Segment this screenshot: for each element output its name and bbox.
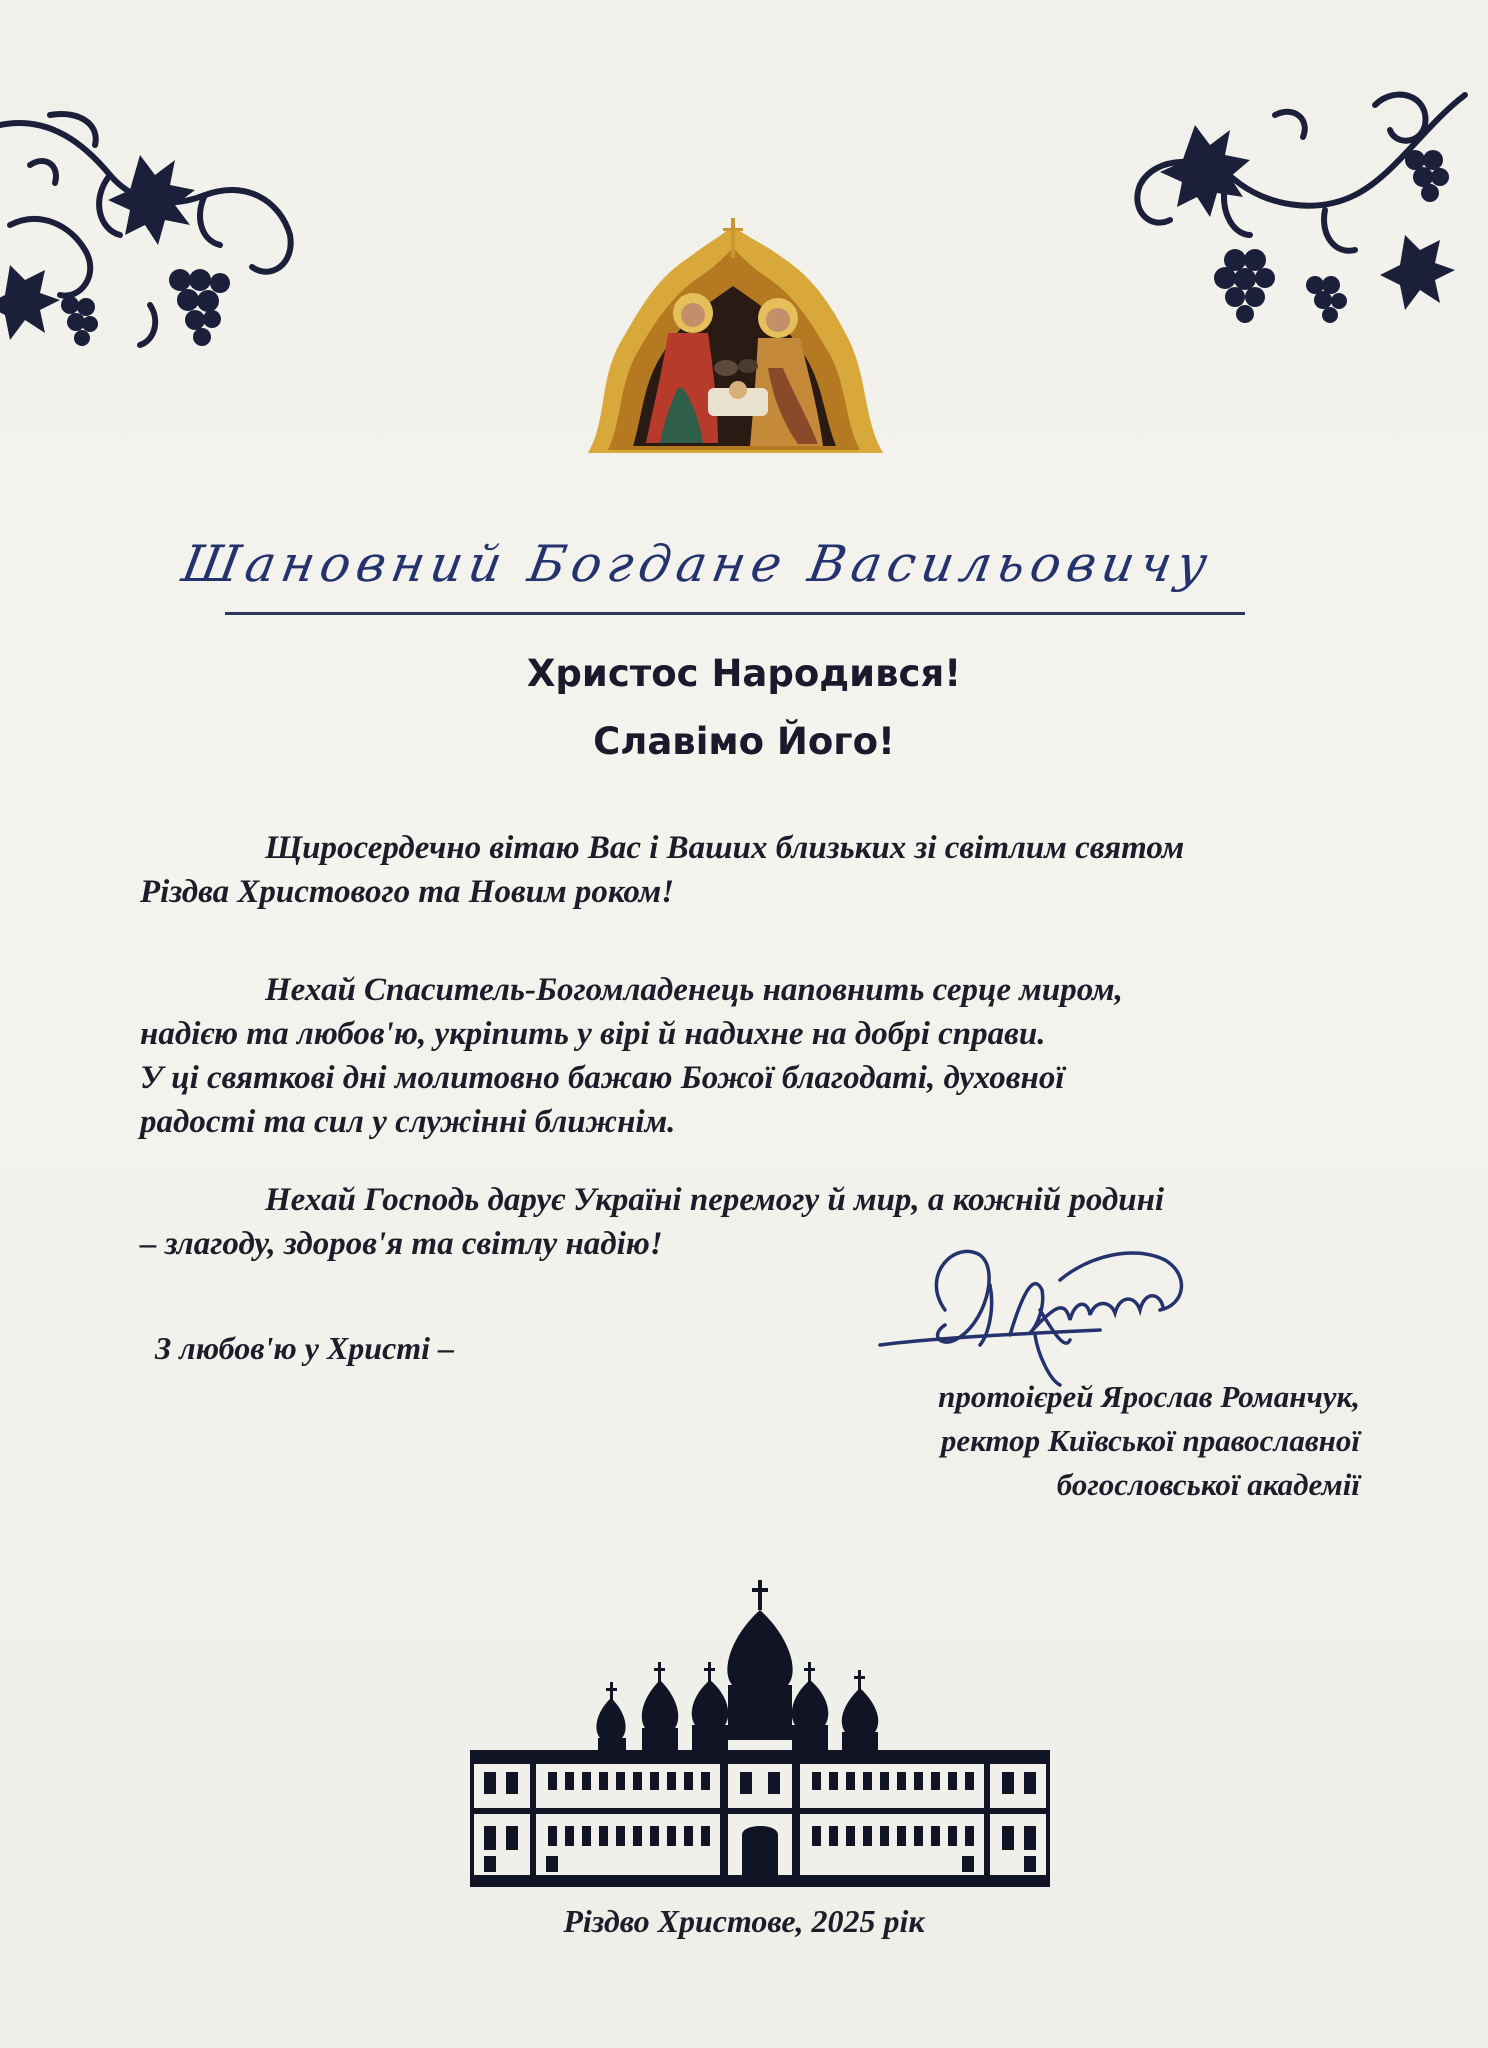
handwritten-salutation: Шановний Богдане Васильовичу (177, 535, 1218, 593)
paragraph-2-line-3: У ці святкові дні молитовно бажаю Божої благодаті, духовної (140, 1060, 1065, 1096)
paragraph-1-line-1: Щиросердечно вітаю Вас і Ваших близьких зі світлим святом (265, 830, 1185, 866)
paragraph-1-line-2: Різдва Христового та Новим роком! (140, 874, 675, 910)
paragraph-3-line-2: – злагоду, здоров'я та світлу надію! (140, 1226, 663, 1262)
paragraph-2-line-2: надією та любов'ю, укріпить у вірі й надихне на добрі справи. (140, 1016, 1046, 1052)
signatory-title: протоієрей Ярослав Романчук, (938, 1379, 1360, 1414)
signatory-position: ректор Київської православної (940, 1423, 1360, 1458)
greeting-line-2: Славімо Його! (593, 720, 895, 763)
paragraph-2-line-1: Нехай Спаситель-Богомладенець наповнить серце миром, (265, 972, 1123, 1008)
salutation-underline (225, 612, 1245, 615)
signatory-block (800, 1375, 1360, 1507)
paragraph-1 (140, 826, 1360, 914)
signatory-institution: богословської академії (1056, 1467, 1360, 1502)
grapevine-right-icon (1125, 85, 1475, 345)
nativity-icon (568, 218, 898, 458)
closing-phrase: З любов'ю у Христі – (155, 1330, 455, 1366)
academy-building-icon (470, 1580, 1050, 1890)
paragraph-3-line-1: Нехай Господь дарує Україні перемогу й мир, а кожній родині (265, 1182, 1165, 1218)
grapevine-left-icon (0, 105, 320, 365)
signature-mark (860, 1215, 1230, 1395)
paragraph-2 (140, 968, 1360, 1144)
paragraph-2-line-4: радості та сил у служінні ближнім. (140, 1104, 676, 1140)
footer-date: Різдво Христове, 2025 рік (563, 1903, 925, 1939)
greeting-line-1: Христос Народився! (526, 652, 962, 695)
